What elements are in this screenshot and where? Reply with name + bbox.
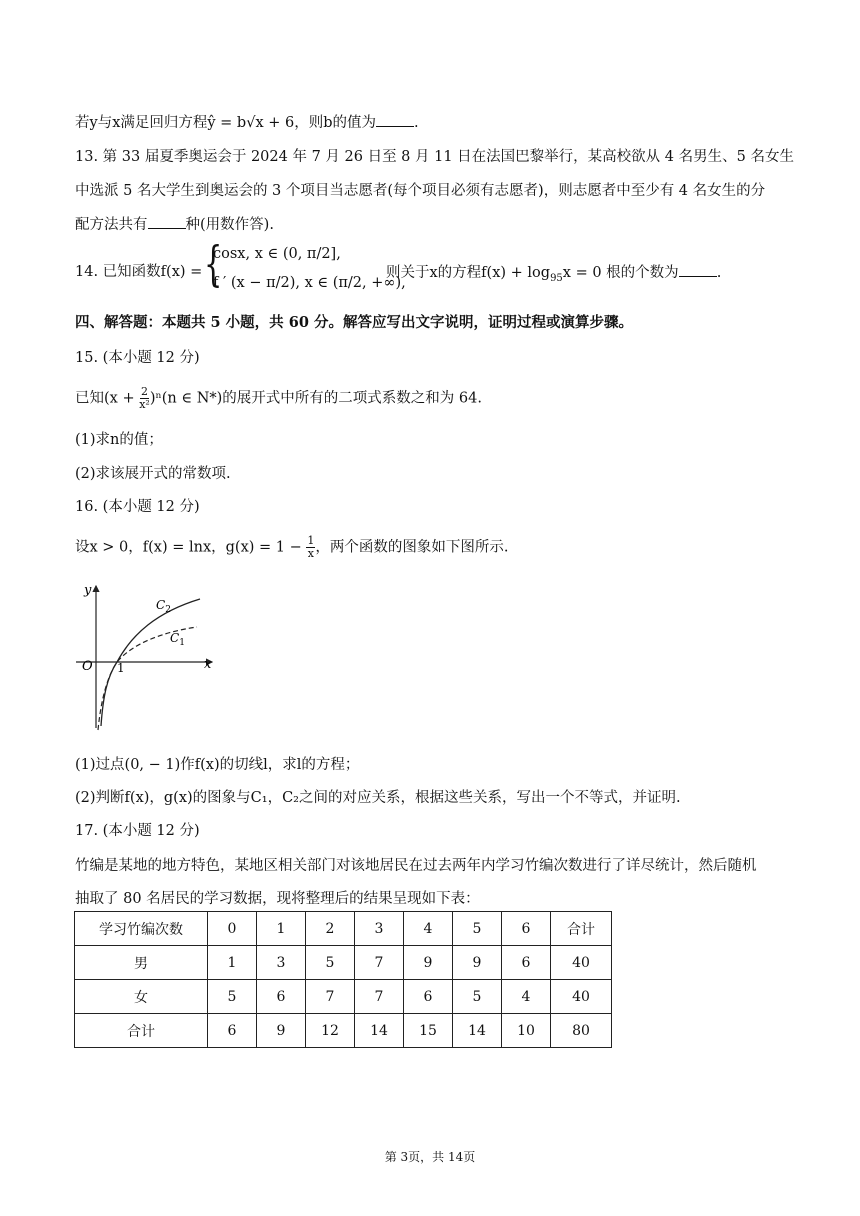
table-cell: 女 <box>75 980 208 1014</box>
table-cell: 3 <box>355 912 404 946</box>
q14-suffix: 则关于x的方程$f(x) + \log_{95}x = 0$ 根的个数为 . <box>386 262 721 289</box>
table-cell: 男 <box>75 946 208 980</box>
table-cell: 9 <box>257 1014 306 1048</box>
y-axis-label: y <box>84 583 92 598</box>
function-graph-figure <box>72 582 222 732</box>
table-cell: 5 <box>453 980 502 1014</box>
table-cell: 5 <box>208 980 257 1014</box>
q16-part-1: (1)过点(0, − 1)作f(x)的切线l，求l的方程； <box>75 757 360 773</box>
table-cell: 14 <box>355 1014 404 1048</box>
table-cell: 4 <box>404 912 453 946</box>
table-cell: 2 <box>306 912 355 946</box>
table-cell: 80 <box>551 1014 612 1048</box>
table-cell: 合计 <box>75 1014 208 1048</box>
q13-line-2: 中选派 5 名大学生到奥运会的 3 个项目当志愿者(每个项目必须有志愿者)，则志愿者中至少有 4 名女生的分 <box>75 183 766 199</box>
answer-blank <box>679 262 717 277</box>
table-row <box>75 1014 612 1048</box>
table-cell: 合计 <box>551 912 612 946</box>
table-row <box>75 946 612 980</box>
q14-case-2: f ′ (x − π/2), x ∈ (π/2, +∞), <box>213 275 406 291</box>
origin-label: O <box>82 659 93 674</box>
table-cell: 40 <box>551 946 612 980</box>
fraction: $\frac{1}{x}$ <box>307 534 315 560</box>
q14-prefix: 14. 已知函数f(x) = <box>75 264 203 280</box>
table-cell: 6 <box>502 912 551 946</box>
table-cell: 10 <box>502 1014 551 1048</box>
table-cell: 6 <box>502 946 551 980</box>
table-header-row <box>75 912 612 946</box>
q15-header: 15. (本小题 12 分) <box>75 350 200 366</box>
answer-blank <box>376 112 414 127</box>
table-cell: 3 <box>257 946 306 980</box>
q16-header: 16. (本小题 12 分) <box>75 499 200 515</box>
q13-line-1: 13. 第 33 届夏季奥运会于 2024 年 7 月 26 日至 8 月 11 日在法国巴黎举行，某高校欲从 4 名男生、5 名女生 <box>75 149 794 165</box>
table-cell: 14 <box>453 1014 502 1048</box>
table-cell: 9 <box>404 946 453 980</box>
table-cell: 4 <box>502 980 551 1014</box>
table-cell: 1 <box>208 946 257 980</box>
table-cell: 12 <box>306 1014 355 1048</box>
table-cell: 6 <box>404 980 453 1014</box>
table-cell: 5 <box>453 912 502 946</box>
q12-tail: 若y与x满足回归方程ŷ = b√x + 6，则b的值为 . <box>75 112 419 133</box>
tick-label-1: 1 <box>117 661 125 675</box>
page-footer: 第 3页，共 14页 <box>384 1150 476 1164</box>
q17-header: 17. (本小题 12 分) <box>75 823 200 839</box>
table-cell: 7 <box>306 980 355 1014</box>
answer-blank <box>148 214 186 229</box>
table-cell: 5 <box>306 946 355 980</box>
table-cell: 9 <box>453 946 502 980</box>
q15-part-2: (2)求该展开式的常数项. <box>75 466 231 482</box>
table-cell: 6 <box>257 980 306 1014</box>
table-cell: 7 <box>355 946 404 980</box>
table-cell: 0 <box>208 912 257 946</box>
section-heading: 四、解答题：本题共 5 小题，共 60 分。解答应写出文字说明，证明过程或演算步骤。 <box>75 314 633 331</box>
table-row <box>75 980 612 1014</box>
table-cell: 1 <box>257 912 306 946</box>
piecewise-brace: { <box>204 236 223 292</box>
curve-c2-label: $C_2$ <box>156 598 171 615</box>
x-axis-label: x <box>204 657 212 672</box>
table-cell: 40 <box>551 980 612 1014</box>
q14-case-1: cosx, x ∈ (0, π/2], <box>213 246 341 262</box>
fraction: $\frac{2}{\text{x²}}$ <box>139 385 150 411</box>
q17-line-1: 竹编是某地的地方特色，某地区相关部门对该地居民在过去两年内学习竹编次数进行了详尽统计，然后随机 <box>75 858 757 874</box>
q15-part-1: (1)求n的值； <box>75 432 163 448</box>
table-cell: 15 <box>404 1014 453 1048</box>
table-cell: 7 <box>355 980 404 1014</box>
q16-part-2: (2)判断f(x)，g(x)的图象与C₁，C₂之间的对应关系，根据这些关系，写出一个不等式，并证明. <box>75 790 681 806</box>
q15-stem: 已知(x + $\frac{2}{\text{x²}}$ )ⁿ(n ∈ N*)的展开式中所有的二项式系数之和为 64. <box>75 385 482 411</box>
curve-c1-label: $C_1$ <box>170 631 185 648</box>
q16-stem: 设x > 0，f(x) = lnx，g(x) = 1 − $\frac{1}{x}$ ，两个函数的图象如下图所示. <box>75 534 509 560</box>
q17-line-2: 抽取了 80 名居民的学习数据，现将整理后的结果呈现如下表： <box>75 891 480 907</box>
q13-line-3: 配方法共有 种(用数作答). <box>75 214 274 235</box>
study-count-table <box>74 911 612 1048</box>
table-cell: 学习竹编次数 <box>75 912 208 946</box>
table-cell: 6 <box>208 1014 257 1048</box>
